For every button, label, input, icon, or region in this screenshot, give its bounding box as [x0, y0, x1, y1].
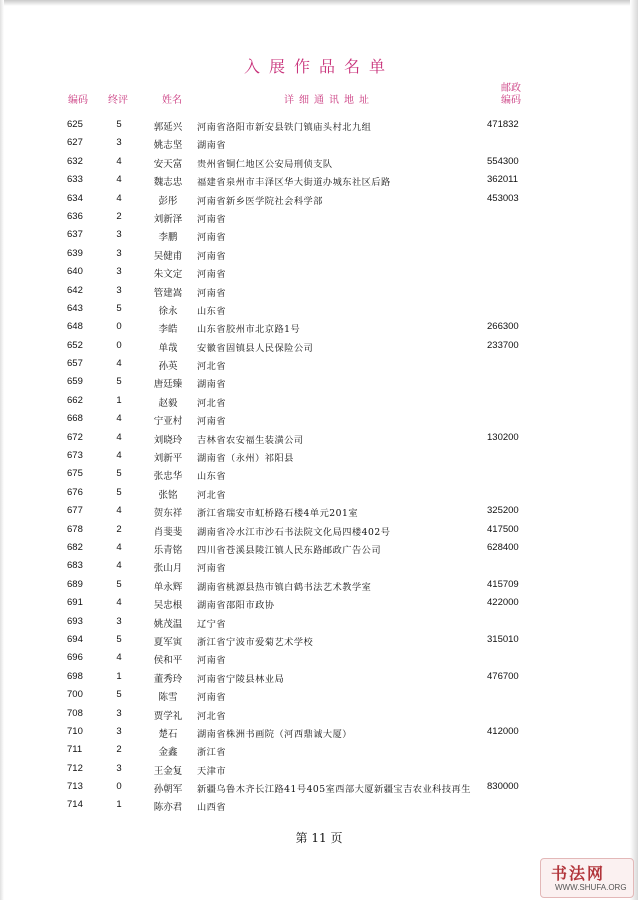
- table-row: [0, 301, 638, 319]
- entry-score: 0: [116, 781, 122, 793]
- entry-name: 肖斐斐: [153, 526, 183, 538]
- entry-name: 王金复: [153, 765, 183, 777]
- entry-address: 新疆乌鲁木齐长江路41号405室西部大厦新疆宝吉农业科技再生: [197, 784, 471, 796]
- entry-number: 643: [67, 302, 83, 314]
- table-row: [0, 687, 638, 705]
- entry-number: 711: [67, 744, 83, 756]
- entry-name: 安天富: [153, 158, 183, 170]
- entry-score: 3: [116, 247, 122, 259]
- entry-score: 5: [116, 376, 122, 388]
- entry-address: 浙江省: [197, 747, 227, 759]
- watermark-brand: 书法网: [551, 864, 606, 883]
- entry-address: 福建省泉州市丰泽区华大街道办城东社区后路: [197, 177, 391, 189]
- entry-address: 湖南省（永州）祁阳县: [197, 453, 294, 465]
- entry-address: 山西省: [197, 802, 227, 814]
- table-row: [0, 172, 638, 190]
- entry-name: 徐永: [158, 305, 178, 317]
- entry-name: 刘新泽: [153, 213, 183, 225]
- entry-address: 河南省: [197, 287, 227, 299]
- entry-number: 636: [67, 210, 83, 222]
- table-row: [0, 595, 638, 613]
- entry-name: 姚志坚: [153, 140, 183, 152]
- entry-number: 634: [67, 192, 83, 204]
- entry-address: 河南省: [197, 213, 227, 225]
- entry-number: 662: [67, 394, 83, 406]
- entry-score: 4: [116, 652, 122, 664]
- entry-address: 河南省: [197, 692, 227, 704]
- entry-address: 山东省: [197, 305, 227, 317]
- entry-address: 湖南省桃源县热市镇白鹤书法艺术教学室: [197, 581, 372, 593]
- watermark-url: WWW.SHUFA.ORG: [555, 883, 627, 892]
- table-row: [0, 503, 638, 521]
- entry-name: 董秀玲: [153, 673, 183, 685]
- table-row: [0, 154, 638, 172]
- site-watermark: [540, 858, 634, 898]
- entry-address: 吉林省农安福生装潢公司: [197, 434, 304, 446]
- entry-number: 672: [67, 431, 83, 443]
- entry-address: 湖南省: [197, 140, 227, 152]
- entry-name: 乐青铭: [153, 544, 183, 556]
- entry-score: 3: [116, 725, 122, 737]
- entry-score: 4: [116, 450, 122, 462]
- entry-name: 张山月: [153, 563, 183, 575]
- entry-name: 李皓: [158, 324, 178, 336]
- entry-postcode: 417500: [487, 523, 519, 535]
- entry-score: 5: [116, 302, 122, 314]
- entry-number: 691: [67, 597, 83, 609]
- entry-score: 2: [116, 744, 122, 756]
- entry-address: 河南省: [197, 655, 227, 667]
- table-row: [0, 650, 638, 668]
- entry-number: 673: [67, 450, 83, 462]
- entry-address: 山东省: [197, 471, 227, 483]
- entry-number: 683: [67, 560, 83, 572]
- entry-number: 642: [67, 284, 83, 296]
- table-row: [0, 393, 638, 411]
- entry-address: 天津市: [197, 765, 227, 777]
- entry-name: 刘晓玲: [153, 434, 183, 446]
- table-row: [0, 540, 638, 558]
- entry-score: 3: [116, 615, 122, 627]
- entry-score: 4: [116, 174, 122, 186]
- entry-number: 682: [67, 541, 83, 553]
- entry-name: 姚茂温: [153, 618, 183, 630]
- entry-number: 694: [67, 633, 83, 645]
- entry-number: 625: [67, 119, 83, 130]
- entry-number: 689: [67, 578, 83, 590]
- table-row: [0, 209, 638, 227]
- entry-address: 河南省新乡医学院社会科学部: [197, 195, 323, 207]
- entry-number: 714: [67, 799, 83, 811]
- entry-address: 河南省: [197, 250, 227, 262]
- entry-name: 张铭: [158, 489, 178, 501]
- entry-postcode: 412000: [487, 725, 519, 737]
- entry-number: 712: [67, 762, 83, 774]
- entry-score: 5: [116, 689, 122, 701]
- entry-score: 4: [116, 597, 122, 609]
- entry-name: 孙英: [158, 361, 178, 373]
- entry-address: 辽宁省: [197, 618, 227, 630]
- entry-name: 夏军寅: [153, 636, 183, 648]
- entry-name: 吴忠根: [153, 600, 183, 612]
- table-row: [0, 338, 638, 356]
- header-number: 编码: [68, 95, 88, 106]
- entry-number: 637: [67, 229, 83, 241]
- table-row: [0, 742, 638, 760]
- entry-score: 4: [116, 155, 122, 167]
- table-row: [0, 632, 638, 650]
- entry-number: 693: [67, 615, 83, 627]
- entry-address: 河北省: [197, 361, 227, 373]
- entry-number: 713: [67, 781, 83, 793]
- entry-name: 管建嵩: [153, 287, 183, 299]
- entry-name: 贺东祥: [153, 508, 183, 520]
- entry-name: 郭延兴: [153, 122, 183, 133]
- entry-name: 魏志忠: [153, 177, 183, 189]
- entry-postcode: 422000: [487, 597, 519, 609]
- table-row: [0, 283, 638, 301]
- entry-name: 宁亚村: [153, 416, 183, 428]
- entry-score: 5: [116, 119, 122, 130]
- entry-address: 湖南省邵阳市政协: [197, 600, 275, 612]
- entry-address: 河南省洛阳市新安县铁门镇庙头村北九组: [197, 122, 372, 133]
- entry-postcode: 476700: [487, 670, 519, 682]
- entry-number: 708: [67, 707, 83, 719]
- entry-name: 吴健甫: [153, 250, 183, 262]
- entry-name: 侯和平: [153, 655, 183, 667]
- entry-score: 2: [116, 523, 122, 535]
- entry-address: 河南省: [197, 416, 227, 428]
- table-row: [0, 374, 638, 392]
- entry-score: 2: [116, 210, 122, 222]
- entry-address: 河北省: [197, 397, 227, 409]
- entry-score: 3: [116, 707, 122, 719]
- entry-score: 4: [116, 413, 122, 425]
- entry-postcode: 453003: [487, 192, 519, 204]
- entry-postcode: 471832: [487, 119, 519, 130]
- table-row: [0, 706, 638, 724]
- table-row: [0, 135, 638, 153]
- entry-name: 刘新平: [153, 453, 183, 465]
- entry-number: 639: [67, 247, 83, 259]
- entry-number: 657: [67, 358, 83, 370]
- entry-number: 675: [67, 468, 83, 480]
- entry-score: 3: [116, 762, 122, 774]
- entry-address: 山东省胶州市北京路1号: [197, 324, 301, 336]
- page-title: 入展作品名单: [243, 57, 394, 76]
- entry-score: 0: [116, 321, 122, 333]
- table-row: [0, 264, 638, 282]
- entry-name: 楚石: [158, 728, 178, 740]
- entry-number: 696: [67, 652, 83, 664]
- entry-address: 河南省: [197, 232, 227, 244]
- entry-postcode: 362011: [487, 174, 518, 186]
- entry-address: 河北省: [197, 710, 227, 722]
- entry-score: 4: [116, 505, 122, 517]
- entry-address: 湖南省冷水江市沙石书法院文化局四楼402号: [197, 526, 391, 538]
- table-row: [0, 797, 638, 815]
- header-postcode: [497, 83, 525, 107]
- entry-number: 700: [67, 689, 83, 701]
- entry-number: 659: [67, 376, 83, 388]
- entry-name: 李鹏: [158, 232, 178, 244]
- entry-list: [0, 117, 638, 816]
- table-row: [0, 411, 638, 429]
- entry-address: 湖南省: [197, 379, 227, 391]
- table-row: [0, 246, 638, 264]
- entry-name: 单永辉: [153, 581, 183, 593]
- entry-score: 3: [116, 229, 122, 241]
- header-score: 终评: [108, 95, 128, 106]
- entry-score: 0: [116, 339, 122, 351]
- entry-number: 676: [67, 486, 83, 498]
- entry-name: 张忠华: [153, 471, 183, 483]
- entry-score: 4: [116, 192, 122, 204]
- entry-address: 浙江省瑞安市虹桥路石楼4单元201室: [197, 508, 359, 520]
- table-row: [0, 485, 638, 503]
- entry-score: 4: [116, 431, 122, 443]
- entry-score: 4: [116, 560, 122, 572]
- entry-number: 698: [67, 670, 83, 682]
- entry-address: 河南省: [197, 269, 227, 281]
- entry-name: 唐廷臻: [153, 379, 183, 391]
- header-address: 详细通讯地址: [284, 95, 374, 106]
- scan-edge-top: [0, 0, 638, 6]
- entry-postcode: 628400: [487, 541, 519, 553]
- entry-score: 5: [116, 633, 122, 645]
- entry-name: 贾学礼: [153, 710, 183, 722]
- entry-score: 3: [116, 137, 122, 149]
- entry-postcode: 325200: [487, 505, 519, 517]
- entry-number: 640: [67, 266, 83, 278]
- table-row: [0, 191, 638, 209]
- table-row: [0, 558, 638, 576]
- table-row: [0, 430, 638, 448]
- entry-number: 710: [67, 725, 83, 737]
- table-row: [0, 117, 638, 135]
- entry-address: 安徽省固镇县人民保险公司: [197, 342, 314, 354]
- entry-name: 陈雪: [158, 692, 178, 704]
- table-row: [0, 761, 638, 779]
- entry-postcode: 415709: [487, 578, 519, 590]
- entry-score: 5: [116, 578, 122, 590]
- header-postcode-line1: 邮政: [501, 83, 521, 94]
- entry-name: 赵毅: [158, 397, 178, 409]
- table-row: [0, 227, 638, 245]
- entry-postcode: 554300: [487, 155, 519, 167]
- table-row: [0, 724, 638, 742]
- table-row: [0, 448, 638, 466]
- entry-number: 678: [67, 523, 83, 535]
- entry-address: 河南省: [197, 563, 227, 575]
- entry-postcode: 130200: [487, 431, 519, 443]
- entry-score: 4: [116, 358, 122, 370]
- entry-score: 5: [116, 486, 122, 498]
- entry-score: 1: [116, 394, 122, 406]
- entry-address: 浙江省宁波市爱菊艺术学校: [197, 636, 314, 648]
- table-row: [0, 319, 638, 337]
- table-row: [0, 779, 638, 797]
- entry-address: 四川省苍溪县陵江镇人民东路邮政广告公司: [197, 544, 382, 556]
- table-row: [0, 522, 638, 540]
- table-row: [0, 466, 638, 484]
- entry-address: 贵州省铜仁地区公安局刑侦支队: [197, 158, 333, 170]
- entry-name: 陈亦君: [153, 802, 183, 814]
- table-row: [0, 356, 638, 374]
- entry-score: 1: [116, 670, 122, 682]
- table-row: [0, 669, 638, 687]
- entry-address: 河南省宁陵县林业局: [197, 673, 285, 685]
- entry-score: 4: [116, 541, 122, 553]
- table-row: [0, 614, 638, 632]
- entry-number: 632: [67, 155, 83, 167]
- header-name: 姓名: [162, 95, 182, 106]
- entry-number: 652: [67, 339, 83, 351]
- entry-score: 3: [116, 284, 122, 296]
- entry-score: 3: [116, 266, 122, 278]
- entry-name: 朱文定: [153, 269, 183, 281]
- header-postcode-line2: 编码: [501, 95, 521, 106]
- entry-postcode: 830000: [487, 781, 519, 793]
- entry-address: 湖南省株洲书画院（河西鼎诚大厦）: [197, 728, 352, 740]
- entry-address: 河北省: [197, 489, 227, 501]
- entry-score: 1: [116, 799, 122, 811]
- entry-name: 孙朝军: [153, 784, 183, 796]
- entry-number: 633: [67, 174, 83, 186]
- table-row: [0, 577, 638, 595]
- entry-number: 648: [67, 321, 83, 333]
- page-number: 第 11 页: [295, 831, 343, 845]
- entry-postcode: 233700: [487, 339, 519, 351]
- entry-postcode: 315010: [487, 633, 519, 645]
- entry-name: 单哉: [158, 342, 178, 354]
- entry-score: 5: [116, 468, 122, 480]
- entry-number: 677: [67, 505, 83, 517]
- entry-postcode: 266300: [487, 321, 519, 333]
- entry-number: 668: [67, 413, 83, 425]
- entry-name: 金鑫: [158, 747, 178, 759]
- entry-number: 627: [67, 137, 83, 149]
- entry-name: 彭彤: [158, 195, 178, 207]
